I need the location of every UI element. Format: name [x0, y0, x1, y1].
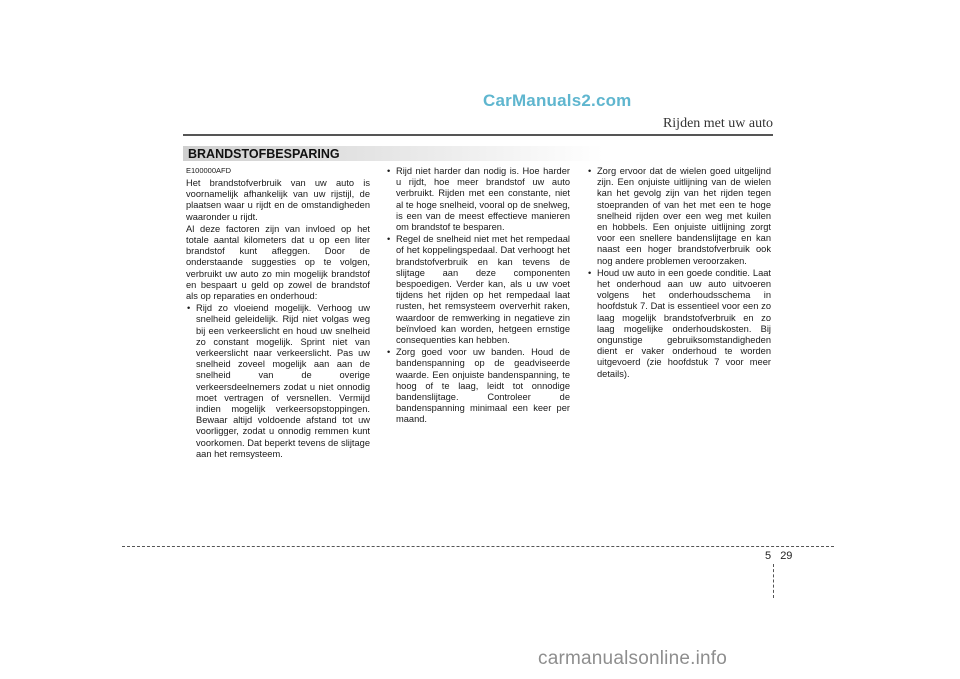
- text-column-1: [186, 166, 370, 461]
- text-column-3: [587, 166, 771, 381]
- bullet-icon: •: [387, 166, 391, 176]
- bullet-icon: •: [187, 303, 191, 314]
- list-item: [587, 268, 771, 380]
- list-item: [386, 347, 570, 425]
- section-title: BRANDSTOFBESPARING: [188, 147, 340, 161]
- factors-paragraph: Al deze factoren zijn van invloed op het totale aantal kilometers dat u op een liter brandstof kunt afleggen. Door de onderstaande suggesties op te volgen, verbruikt uw auto zo min mogelijk brandstof en bespaart u geld op zowel de brandstof als op reparaties en onderhoud:: [186, 223, 370, 302]
- bullet-icon: •: [387, 347, 391, 358]
- list-item: [587, 166, 771, 267]
- list-item-text: Regel de snelheid niet met het rempedaal of het koppelingspedaal. Dat verhoogt het brandstofverbruik en kan tevens de slijtage aan deze componenten bespoedigen. Verder kan, als u uw voet tijdens het rijden op het rempedaal laat rusten, het remsysteem oververhit raken, waardoor de remwerking in negatieve zin beïnvloed kan worden, hetgeen ernstige consequenties kan hebben.: [396, 234, 570, 346]
- bullet-icon: •: [387, 234, 391, 245]
- page-number: [765, 550, 792, 562]
- list-item-text: Houd uw auto in een goede conditie. Laat het onderhoud aan uw auto uitvoeren volgens het onderhoudsschema in hoofdstuk 7. Dat is essentieel voor een zo laag mogelijk brandstofverbruik en zo laag mogelijke onderhoudskosten. Bij ongunstige gebruiksomstandigheden dient er vaker onderhoud te worden uitgevoerd (zie hoofdstuk 7 voor meer details).: [597, 267, 771, 379]
- list-item: [186, 303, 370, 460]
- list-item: [386, 166, 570, 233]
- page-number-divider: [773, 564, 774, 598]
- bullet-icon: •: [588, 267, 592, 278]
- list-item-text: Zorg goed voor uw banden. Houd de bandenspanning op de geadviseerde waarde. Een onjuiste bandenspanning, te hoog of te laag, leidt tot onnodige bandenslijtage. Controleer de bandenspanning minimaal een keer per maand.: [396, 347, 570, 425]
- list-item-text: Zorg ervoor dat de wielen goed uitgelijnd zijn. Een onjuiste uitlijning van de wielen kan het gevolg zijn van het rijden tegen stoepranden of van het met een te hoge snelheid rijden over een weg met kuilen en hobbels. Een onjuiste uitlijning zorgt voor een snellere bandenslijtage en kan naast een hoger brandstofverbruik ook nog andere problemen veroorzaken.: [597, 166, 771, 266]
- list-item: [386, 234, 570, 346]
- list-item-text: Rijd niet harder dan nodig is. Hoe harder u rijdt, hoe meer brandstof uw auto verbruikt. Rijden met een constante, niet al te hoge snelheid, vooral op de snelweg, is een van de meest effectieve manieren om brandstof te besparen.: [396, 166, 570, 233]
- site-footer-link[interactable]: carmanualsonline.info: [538, 648, 728, 669]
- section-number: 5: [765, 550, 772, 562]
- watermark-logo[interactable]: CarManuals2.com: [483, 91, 632, 110]
- intro-paragraph: Het brandstofverbruik van uw auto is voornamelijk afhankelijk van uw rijstijl, de plaatsen waar u rijdt en de omstandigheden waaronder u rijdt.: [186, 178, 370, 222]
- list-item-text: Rijd zo vloeiend mogelijk. Verhoog uw snelheid geleidelijk. Rijd niet volgas weg bij een verkeerslicht en houd uw snelheid zo constant mogelijk. Sprint niet van verkeerslicht naar verkeerslicht. Pas uw snelheid zoveel mogelijk aan aan de snelheid van de overige verkeersdeelnemers zodat u niet onnodig moet vertragen of versnellen. Vermijd indien mogelijk verkeersopstoppingen. Bewaar altijd voldoende afstand tot uw voorligger, zodat u onnodig remmen kunt voorkomen. Dat beperkt tevens de slijtage aan het remsysteem.: [196, 303, 370, 459]
- bullet-icon: •: [588, 166, 592, 176]
- text-column-2: [386, 166, 570, 427]
- section-code: E100000AFD: [186, 166, 232, 175]
- page-number-value: 29: [780, 550, 793, 562]
- footer-divider: [122, 546, 834, 547]
- chapter-title: Rijden met uw auto: [662, 116, 773, 131]
- header-divider: [183, 134, 773, 136]
